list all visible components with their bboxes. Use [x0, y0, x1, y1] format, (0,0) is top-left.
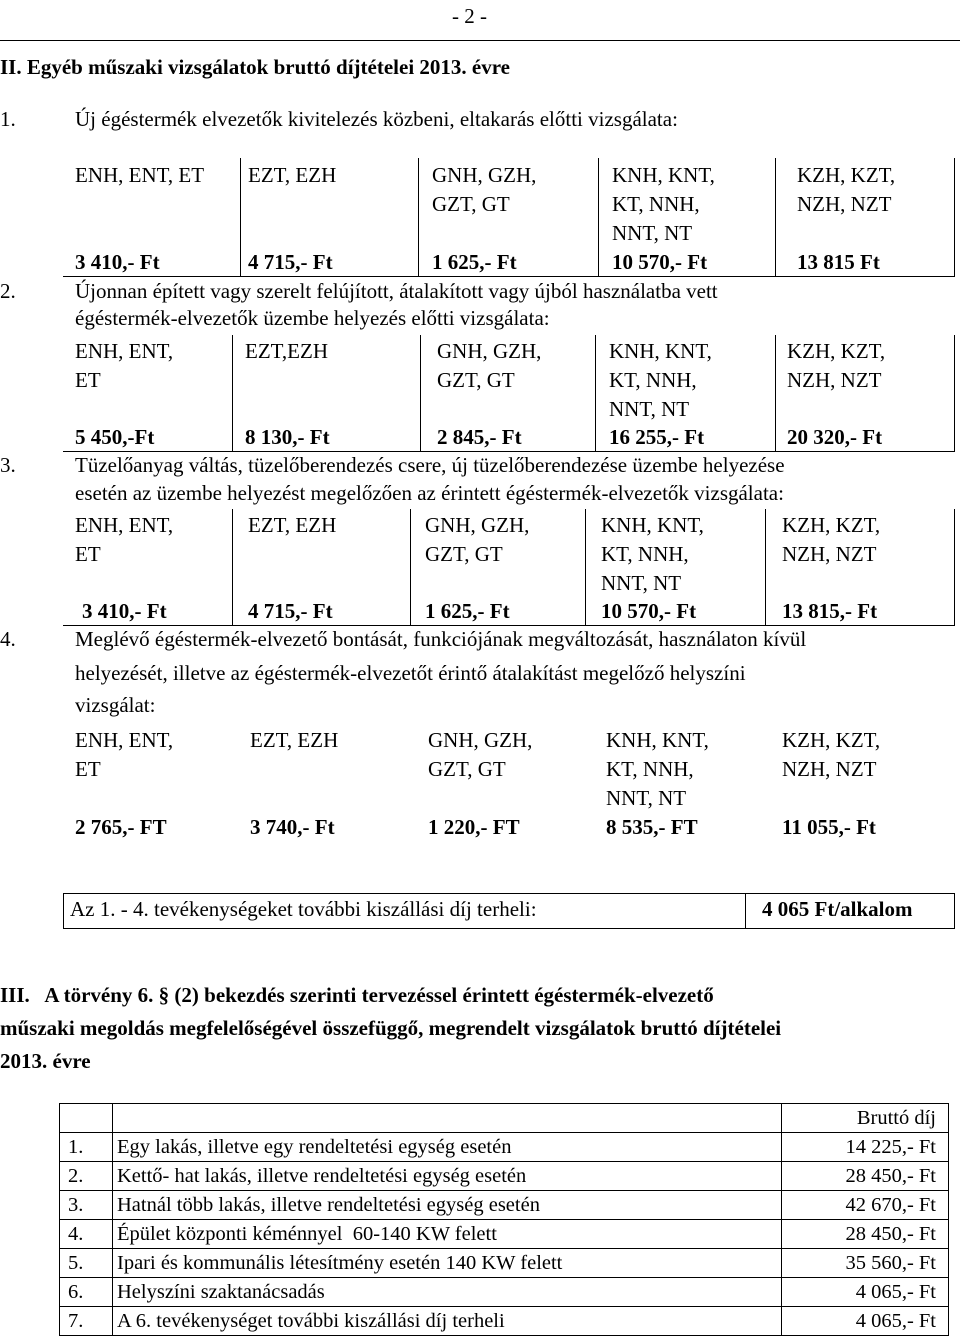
column-price: 5 450,-Ft [75, 425, 155, 449]
item-number: 1. [0, 107, 16, 131]
column-label: ENH, ENT, ET [75, 728, 174, 781]
row-description: Épület központi kéménnyel 60-140 KW felett [113, 1220, 782, 1249]
row-rule [63, 451, 955, 452]
table-row [60, 1133, 949, 1162]
fees-table [59, 1103, 949, 1336]
column-label: GNH, GZH, GZT, GT [432, 163, 537, 216]
column-divider [240, 158, 241, 276]
table-row [60, 1278, 949, 1307]
column-divider [595, 335, 596, 451]
row-price: 35 560,- Ft [782, 1249, 949, 1278]
column-price: 16 255,- Ft [609, 425, 705, 449]
column-label: ENH, ENT, ET [75, 163, 205, 187]
item-number: 3. [0, 453, 16, 477]
box-right-rule [954, 893, 955, 929]
column-label: EZT,EZH [245, 339, 328, 363]
box-mid-rule [745, 893, 746, 929]
column-divider [598, 158, 599, 276]
row-price: 28 450,- Ft [782, 1220, 949, 1249]
column-divider [775, 335, 776, 451]
item-title: vizsgálat: [75, 693, 156, 717]
column-label: KZH, KZT, NZH, NZT [782, 513, 881, 566]
row-description: Helyszíni szaktanácsadás [113, 1278, 782, 1307]
row-description: Egy lakás, illetve egy rendeltetési egység esetén [113, 1133, 782, 1162]
row-price: 14 225,- Ft [782, 1133, 949, 1162]
table-cell [60, 1104, 113, 1133]
row-number: 7. [60, 1307, 113, 1336]
column-divider [775, 158, 776, 276]
item-number: 4. [0, 627, 16, 651]
column-price: 11 055,- Ft [782, 815, 876, 839]
column-label: ENH, ENT, ET [75, 339, 174, 392]
row-price: 28 450,- Ft [782, 1162, 949, 1191]
column-label: KZH, KZT, NZH, NZT [787, 339, 886, 392]
column-divider [418, 158, 419, 276]
column-divider [232, 509, 233, 625]
column-label: KNH, KNT, KT, NNH, NNT, NT [601, 513, 704, 595]
row-price: 4 065,- Ft [782, 1307, 949, 1336]
table-row [60, 1220, 949, 1249]
page-number: - 2 - [452, 4, 487, 28]
row-number: 4. [60, 1220, 113, 1249]
column-price: 4 715,- Ft [248, 599, 333, 623]
row-number: 1. [60, 1133, 113, 1162]
column-label: ENH, ENT, ET [75, 513, 174, 566]
column-price: 20 320,- Ft [787, 425, 883, 449]
column-price: 13 815 Ft [797, 250, 880, 274]
item-title: égéstermék-elvezetők üzembe helyezés előtti vizsgálata: [75, 306, 550, 330]
row-description: Ipari és kommunális létesítmény esetén 140 KW felett [113, 1249, 782, 1278]
section-iii-title: 2013. évre [0, 1049, 91, 1073]
column-price: 1 625,- Ft [432, 250, 517, 274]
item-title: Meglévő égéstermék-elvezető bontását, funkciójának megváltozását, használaton kívül [75, 627, 807, 651]
column-price: 8 130,- Ft [245, 425, 330, 449]
column-price: 1 220,- FT [428, 815, 520, 839]
row-description: Kettő- hat lakás, illetve rendeltetési egység esetén [113, 1162, 782, 1191]
column-price: 4 715,- Ft [248, 250, 333, 274]
item-title: Tüzelőanyag váltás, tüzelőberendezés csere, új tüzelőberendezése üzembe helyezése [75, 453, 785, 477]
table-cell [113, 1104, 782, 1133]
column-label: KZH, KZT, NZH, NZT [797, 163, 896, 216]
row-rule [63, 276, 955, 277]
row-price: 42 670,- Ft [782, 1191, 949, 1220]
column-label: KZH, KZT, NZH, NZT [782, 728, 881, 781]
travel-fee-price: 4 065 Ft/alkalom [762, 897, 913, 921]
box-bottom-rule [63, 928, 955, 929]
table-row [60, 1191, 949, 1220]
section-iii-title: műszaki megoldás megfelelőségével összefüggő, megrendelt vizsgálatok bruttó díjtételei [0, 1016, 782, 1040]
column-price: 1 625,- Ft [425, 599, 510, 623]
column-label: GNH, GZH, GZT, GT [425, 513, 530, 566]
item-title: esetén az üzembe helyezést megelőzően az érintett égéstermék-elvezetők vizsgálata: [75, 481, 784, 505]
row-price: 4 065,- Ft [782, 1278, 949, 1307]
item-title: helyezését, illetve az égéstermék-elvezetőt érintő átalakítást megelőző helyszíni [75, 661, 746, 685]
top-rule [0, 40, 960, 41]
column-price: 13 815,- Ft [782, 599, 878, 623]
row-number: 6. [60, 1278, 113, 1307]
row-description: Hatnál több lakás, illetve rendeltetési egység esetén [113, 1191, 782, 1220]
column-divider [954, 509, 955, 625]
column-price: 3 740,- Ft [250, 815, 335, 839]
column-price: 2 845,- Ft [437, 425, 522, 449]
column-label: EZT, EZH [250, 728, 339, 752]
column-price: 10 570,- Ft [612, 250, 708, 274]
column-divider [420, 335, 421, 451]
row-number: 3. [60, 1191, 113, 1220]
column-divider [765, 509, 766, 625]
column-label: KNH, KNT, KT, NNH, NNT, NT [606, 728, 709, 810]
column-divider [954, 158, 955, 276]
column-label: GNH, GZH, GZT, GT [437, 339, 542, 392]
row-number: 2. [60, 1162, 113, 1191]
table-row [60, 1307, 949, 1336]
column-label: GNH, GZH, GZT, GT [428, 728, 533, 781]
column-price: 3 410,- Ft [75, 250, 160, 274]
row-rule [63, 625, 955, 626]
column-divider [232, 335, 233, 451]
travel-fee-text: Az 1. - 4. tevékenységeket további kiszállási díj terheli: [70, 897, 537, 921]
section-ii-title: II. Egyéb műszaki vizsgálatok bruttó díjtételei 2013. évre [0, 55, 510, 79]
column-label: KNH, KNT, KT, NNH, NNT, NT [612, 163, 715, 245]
column-divider [585, 509, 586, 625]
item-number: 2. [0, 279, 16, 303]
item-title: Újonnan épített vagy szerelt felújított, átalakított vagy újból használatba vett [75, 279, 718, 303]
table-header-price: Bruttó díj [782, 1104, 949, 1133]
column-price: 10 570,- Ft [601, 599, 697, 623]
table-row [60, 1249, 949, 1278]
box-top-rule [63, 893, 955, 894]
column-divider [954, 335, 955, 451]
column-label: KNH, KNT, KT, NNH, NNT, NT [609, 339, 712, 421]
row-number: 5. [60, 1249, 113, 1278]
column-price: 8 535,- FT [606, 815, 698, 839]
table-row [60, 1162, 949, 1191]
column-price: 3 410,- Ft [82, 599, 167, 623]
column-price: 2 765,- FT [75, 815, 167, 839]
section-iii-title: III. A törvény 6. § (2) bekezdés szerinti tervezéssel érintett égéstermék-elvezető [0, 983, 714, 1007]
box-left-rule [63, 893, 64, 929]
column-label: EZT, EZH [248, 163, 337, 187]
column-divider [410, 509, 411, 625]
item-title: Új égéstermék elvezetők kivitelezés közbeni, eltakarás előtti vizsgálata: [75, 107, 678, 131]
row-description: A 6. tevékenységet további kiszállási díj terheli [113, 1307, 782, 1336]
column-label: EZT, EZH [248, 513, 337, 537]
table-header-row [60, 1104, 949, 1133]
